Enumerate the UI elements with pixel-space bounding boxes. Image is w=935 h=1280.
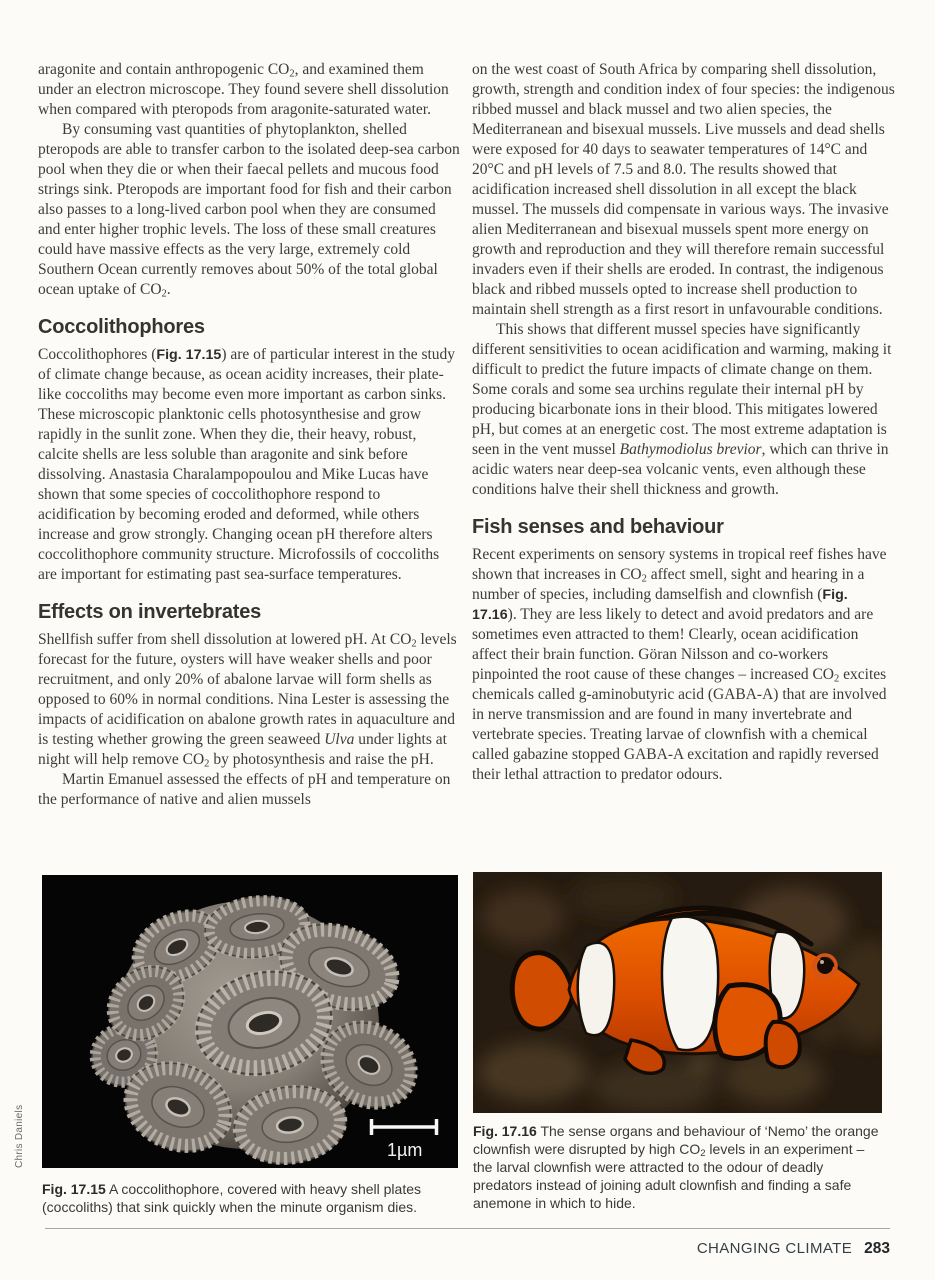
fig-17-15-caption-label: Fig. 17.15 bbox=[42, 1181, 106, 1197]
scale-bar-label: 1µm bbox=[387, 1140, 423, 1160]
eye-glint bbox=[820, 960, 824, 964]
left-column bbox=[38, 60, 460, 810]
fig-17-15-caption bbox=[42, 1180, 458, 1216]
running-head: CHANGING CLIMATE bbox=[696, 1240, 853, 1257]
paragraph-mussels-2: This shows that different mussel species have significantly different sensitivities to ocean acidification and warming, making it difficult to predict the future impacts of climate change on them. Some corals and some sea urchins regulate their internal pH by producing bicarbonate ions in their blood. This mitigates lowered pH, but comes at an energetic cost. The most extreme adaptation is seen in the vent mussel Bathymodiolus brevior, which can thrive in acidic waters near deep-sea volcanic vents, even although these conditions halve their shell thickness and growth. bbox=[472, 321, 892, 498]
paragraph-pteropods-1: aragonite and contain anthropogenic $CO_2$, and examined them under an electron microscope. They found severe shell dissolution when compared with pteropods from aragonite-saturated water. bbox=[38, 61, 449, 118]
photo-credit: Chris Daniels bbox=[14, 1104, 25, 1168]
page-number: 283 bbox=[864, 1240, 890, 1257]
paragraph-coccolithophores: Coccolithophores (Fig. 17.15) are of particular interest in the study of climate change because, as ocean acidity increases, their plate-like coccoliths may become even more important as carbon sinks. These microscopic planktonic cells photosynthesise and grow rapidly in the sunlit zone. When they die, their heavy, robust, calcite shells are less soluble than aragonite and sink before dissolving. Anastasia Charalampopoulou and Mike Lucas have shown that some species of coccolithophore respond to acidification by becoming eroded and deformed, while others increase and grow strongly. Changing ocean pH therefore alters coccolithophore community structure. Microfossils of coccoliths are important for estimating past sea-surface temperatures. bbox=[38, 346, 456, 583]
tail-band bbox=[578, 943, 614, 1036]
paragraph-fish-senses: Recent experiments on sensory systems in tropical reef fishes have shown that increases in $CO_2$ affect smell, sight and hearing in a number of species, including damselfish and clownfish (Fig. 17.16). They are less likely to detect and avoid predators and are sometimes even attracted to them! Clearly, ocean acidification affect their brain function. Göran Nilsson and co-workers pinpointed the root cause of these changes – increased $CO_2$ excites chemicals called g-aminobutyric acid (GABA-A) that are involved in nerve transmission and are found in many invertebrate and vertebrate species. Treating larvae of clownfish with a chemical called gabazine stopped GABA-A excitation and rapidly reversed their lethal attraction to predator odours. bbox=[472, 546, 887, 783]
section-heading-invertebrates: Effects on invertebrates bbox=[38, 601, 262, 623]
eye bbox=[817, 958, 833, 974]
middle-band bbox=[662, 917, 718, 1051]
fig-17-16-caption-label: Fig. 17.16 bbox=[473, 1123, 537, 1139]
fig-17-16-caption bbox=[473, 1122, 885, 1212]
pelvic-fin bbox=[766, 1022, 800, 1067]
paragraph-mussels-1: on the west coast of South Africa by comparing shell dissolution, growth, strength and condition index of four species: the indigenous ribbed mussel and black mussel and two alien species, the Mediterranean and bisexual mussels. Live mussels and dead shells were exposed for 40 days to seawater temperatures of 14°C and 20°C and pH levels of 7.5 and 8.0. The results showed that acidification increased shell dissolution in all except the black mussel. The mussels did compensate in various ways. The invasive alien Mediterranean and bisexual mussels spent more energy on growth and reproduction and they will therefore remain successful invaders even if their shells are eroded. In contrast, the indigenous black and ribbed mussels opted to increase shell production to maintain shell strength as a first resort in unfavourable conditions. bbox=[472, 61, 895, 318]
page-footer bbox=[697, 1240, 890, 1258]
fig-17-16-clownfish-image bbox=[473, 872, 882, 1113]
fig-17-15-coccolithophore-image bbox=[42, 875, 458, 1168]
right-column bbox=[472, 60, 896, 785]
section-heading-fish-senses: Fish senses and behaviour bbox=[472, 516, 724, 538]
section-heading-coccolithophores: Coccolithophores bbox=[38, 316, 205, 338]
paragraph-pteropods-2: By consuming vast quantities of phytoplankton, shelled pteropods are able to transfer carbon to the isolated deep-sea carbon pool when they die or when their faecal pellets and mucous food strings sink. Pteropods are important food for fish and their carbon also passes to a long-lived carbon pool when they are consumed and enter higher trophic levels. The loss of these small creatures could have massive effects as the very large, extremely cold Southern Ocean currently removes about 50% of the total global ocean uptake of $CO_2$. bbox=[38, 121, 460, 300]
fig-17-16-caption-text: The sense organs and behaviour of ‘Nemo’ the orange clownfish were disrupted by high $CO_2$ levels in an experiment – the larval clownfish were attracted to the odour of deadly predators instead of joining adult clownfish and finding a safe anemone in which to hide. bbox=[473, 1123, 879, 1211]
footer-rule bbox=[45, 1228, 890, 1229]
paragraph-invertebrates-2: Martin Emanuel assessed the effects of pH and temperature on the performance of native and alien mussels bbox=[38, 771, 451, 808]
paragraph-invertebrates-1: Shellfish suffer from shell dissolution at lowered pH. At $CO_2$ levels forecast for the future, oysters will have weaker shells and poor recruitment, and only 20% of abalone larvae will form shells as opposed to 60% in normal conditions. Nina Lester is assessing the impacts of acidification on abalone growth rates in aquaculture and is testing whether growing the green seaweed Ulva under lights at night will help remove $CO_2$ by photosynthesis and raise the pH. bbox=[38, 631, 457, 770]
fig-17-15-caption-text: A coccolithophore, covered with heavy shell plates (coccoliths) that sink quickly when the minute organism dies. bbox=[42, 1181, 422, 1215]
